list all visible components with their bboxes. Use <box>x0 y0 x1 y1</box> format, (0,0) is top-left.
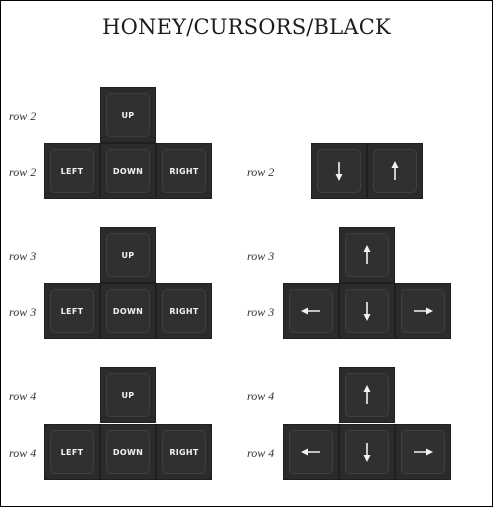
keycap-left-arrow <box>283 283 339 339</box>
row-label: row 4 <box>9 446 37 460</box>
key-legend: RIGHT <box>169 166 199 176</box>
keycap-up <box>100 367 156 423</box>
key-legend: DOWN <box>112 447 144 457</box>
key-legend: DOWN <box>112 306 144 316</box>
key-legend: RIGHT <box>169 447 199 457</box>
key-legend: UP <box>121 390 135 400</box>
key-legend: RIGHT <box>169 306 199 316</box>
key-legend: UP <box>121 110 135 120</box>
arrow-up-icon <box>355 243 379 267</box>
keycap-up <box>100 87 156 143</box>
keycap-up <box>100 227 156 283</box>
keycap-down <box>100 143 156 199</box>
row-label: row 3 <box>247 305 275 319</box>
keycap-right-arrow <box>395 424 451 480</box>
row-label: row 2 <box>9 109 37 123</box>
keycap-down <box>100 424 156 480</box>
keycap-up-arrow <box>339 367 395 423</box>
row-label: row 2 <box>247 165 275 179</box>
row-label: row 2 <box>9 165 37 179</box>
key-legend: LEFT <box>60 166 84 176</box>
row-label: row 3 <box>9 249 37 263</box>
row-label: row 4 <box>247 389 275 403</box>
keycap-down <box>100 283 156 339</box>
keycap-up-arrow <box>367 143 423 199</box>
row-label: row 3 <box>9 305 37 319</box>
keycap-down-arrow <box>339 424 395 480</box>
key-legend: UP <box>121 250 135 260</box>
row-label: row 4 <box>247 446 275 460</box>
arrow-left-icon <box>299 440 323 464</box>
page-title: HONEY/CURSORS/BLACK <box>102 15 391 39</box>
row-label: row 4 <box>9 389 37 403</box>
keycap-left <box>44 424 100 480</box>
arrow-left-icon <box>299 299 323 323</box>
keycap-down-arrow <box>339 283 395 339</box>
keycap-left <box>44 283 100 339</box>
keycap-right-arrow <box>395 283 451 339</box>
keycap-right <box>156 283 212 339</box>
arrow-down-icon <box>327 159 351 183</box>
key-legend: LEFT <box>60 447 84 457</box>
keycap-down-arrow <box>311 143 367 199</box>
arrow-right-icon <box>411 299 435 323</box>
row-label: row 3 <box>247 249 275 263</box>
arrow-down-icon <box>355 440 379 464</box>
arrow-up-icon <box>355 383 379 407</box>
arrow-right-icon <box>411 440 435 464</box>
keycap-right <box>156 143 212 199</box>
keycap-left-arrow <box>283 424 339 480</box>
keycap-right <box>156 424 212 480</box>
keycap-up-arrow <box>339 227 395 283</box>
key-legend: DOWN <box>112 166 144 176</box>
key-legend: LEFT <box>60 306 84 316</box>
arrow-up-icon <box>383 159 407 183</box>
arrow-down-icon <box>355 299 379 323</box>
keycap-left <box>44 143 100 199</box>
